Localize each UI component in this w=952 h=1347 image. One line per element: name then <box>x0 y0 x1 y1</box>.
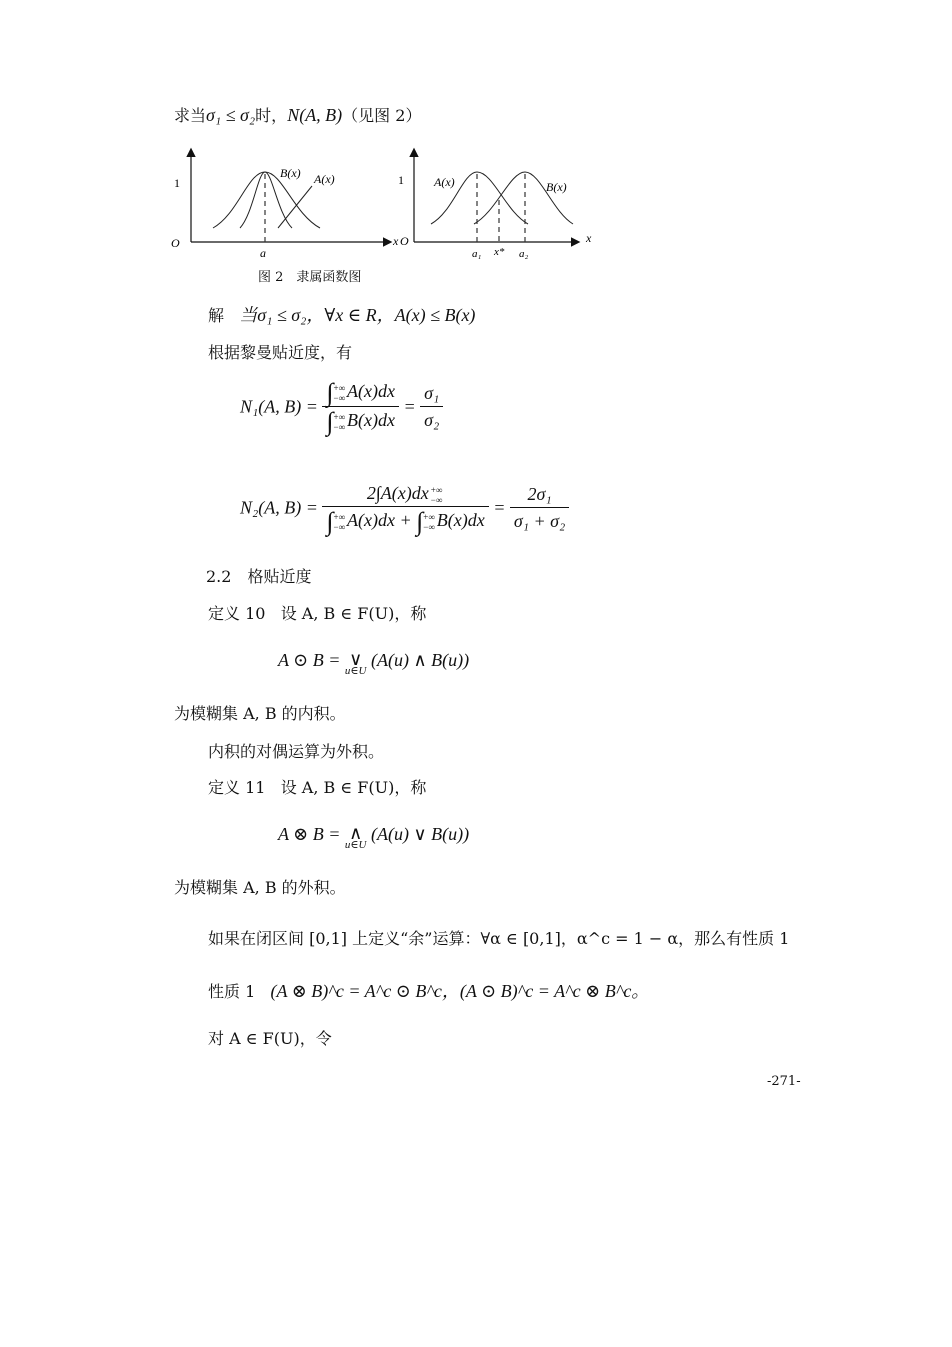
eq2-den-lower-a: −∞ <box>333 521 346 532</box>
eq1-den-integral: ∫ <box>326 407 334 436</box>
intro-line <box>174 104 421 127</box>
eq2-equals: = <box>493 497 506 518</box>
right-x-label: x <box>586 231 592 245</box>
left-curve-a-label: A(x) <box>314 172 335 186</box>
membership-figure <box>168 144 608 264</box>
solution-line <box>208 304 475 327</box>
eq1-num-integral: ∫ <box>326 378 334 407</box>
property1-text: (A ⊗ B)^c = A^c ⊙ B^c，(A ⊙ B)^c = A^c ⊗ B^c。 <box>270 981 650 1001</box>
equation-n2 <box>240 480 569 535</box>
inner-product-definition: 为模糊集 A, B 的内积。 <box>174 704 346 723</box>
page-number: -271- <box>767 1074 801 1089</box>
right-tick-a2: a₂ <box>519 248 529 260</box>
eq2-result <box>510 481 569 534</box>
dual-statement: 内积的对偶运算为外积。 <box>208 742 385 761</box>
eq2-den-lower-b: −∞ <box>423 521 435 532</box>
intro-expression: N(A, B) <box>287 105 343 125</box>
intro-figure-ref: （见图 2） <box>342 106 422 125</box>
eq2-denominator <box>322 507 488 535</box>
inner-eq-rhs: (A(u) ∧ B(u)) <box>371 650 470 670</box>
eq2-den-limits-a <box>334 512 346 532</box>
left-origin-label: O <box>171 236 180 250</box>
figure-caption: 图 2 隶属函数图 <box>258 270 362 285</box>
left-tick-a: a <box>260 246 266 260</box>
inner-eq-under: u∈U <box>344 665 367 677</box>
complement-definition: 如果在闭区间 [0,1] 上定义“余”运算：∀α ∈ [0,1]，α^c = 1 − α，那么有性质 1 <box>208 929 790 948</box>
right-origin-label: O <box>400 234 409 248</box>
left-y-label: 1 <box>174 176 180 190</box>
right-tick-x: x* <box>494 246 505 258</box>
solution-text: 当σ₁ ≤ σ₂，∀x ∈ R，A(x) ≤ B(x) <box>239 305 476 325</box>
property1-label: 性质 1 <box>208 982 256 1001</box>
eq1-numerator <box>322 378 399 407</box>
eq1-den-upper: +∞ <box>333 411 346 422</box>
outer-product-definition: 为模糊集 A, B 的外积。 <box>174 878 346 897</box>
outer-eq-under: u∈U <box>344 839 367 851</box>
eq2-den-b: B(x)dx <box>436 510 485 530</box>
left-label-leader <box>278 186 312 228</box>
let-statement: 对 A ∈ F(U)，令 <box>208 1029 332 1048</box>
eq1-equals: = <box>403 396 416 417</box>
eq1-den-expr: B(x)dx <box>347 410 395 430</box>
eq1-result-den: σ₂ <box>424 410 440 430</box>
eq2-num-limits <box>431 485 443 505</box>
right-y-label: 1 <box>398 173 404 187</box>
eq2-num-lower: −∞ <box>430 494 443 505</box>
eq2-result-num: 2σ₁ <box>510 481 569 508</box>
intro-condition: σ₁ ≤ σ₂ <box>206 105 256 125</box>
right-curve-a-label: A(x) <box>434 175 455 189</box>
outer-eq-operator: ∧ <box>349 823 363 843</box>
eq1-fraction <box>322 378 399 435</box>
eq1-num-upper: +∞ <box>333 382 346 393</box>
eq2-num-expr: 2∫A(x)dx <box>366 483 429 503</box>
eq2-num-upper: +∞ <box>430 484 443 495</box>
equation-n1 <box>240 378 443 435</box>
eq1-den-lower: −∞ <box>333 421 346 432</box>
outer-eq-lhs: A ⊗ B = <box>278 824 341 844</box>
eq1-lhs: N₁(A, B) = <box>240 396 318 417</box>
section-heading: 2.2 格贴近度 <box>206 567 312 586</box>
eq2-den-limits-b <box>423 512 435 532</box>
intro-mid: 时， <box>255 106 288 125</box>
def11-label: 定义 11 <box>208 778 266 797</box>
eq1-den-limits <box>334 412 346 432</box>
eq2-result-den: σ₁ + σ₂ <box>513 511 566 531</box>
riemann-line: 根据黎曼贴近度，有 <box>208 343 353 362</box>
inner-product-equation <box>278 649 469 677</box>
inner-eq-operator: ∨ <box>349 649 363 669</box>
eq1-result <box>420 380 443 433</box>
eq2-numerator <box>322 480 488 507</box>
right-tick-a1: a₁ <box>472 248 482 260</box>
def10-label: 定义 10 <box>208 604 266 623</box>
outer-eq-rhs: (A(u) ∨ B(u)) <box>371 824 470 844</box>
eq2-fraction <box>322 480 488 535</box>
inner-eq-lhs: A ⊙ B = <box>278 650 341 670</box>
outer-product-equation <box>278 823 469 851</box>
eq2-den-integral-b: ∫ <box>416 507 424 536</box>
eq2-plus: + <box>399 510 412 530</box>
eq2-den-upper-b: +∞ <box>423 511 435 522</box>
definition-10 <box>208 603 426 625</box>
eq2-den-upper-a: +∞ <box>333 511 346 522</box>
definition-11 <box>208 777 426 799</box>
eq1-result-num: σ₁ <box>420 380 443 407</box>
eq1-denominator <box>322 407 399 435</box>
left-curve-b <box>213 172 320 228</box>
eq1-num-limits <box>334 383 346 403</box>
eq1-num-expr: A(x)dx <box>347 381 395 401</box>
eq2-lhs: N₂(A, B) = <box>240 497 318 518</box>
def11-text: 设 A, B ∈ F(U)，称 <box>280 778 427 797</box>
eq2-den-a: A(x)dx <box>347 510 395 530</box>
property-1 <box>208 980 649 1003</box>
left-curve-b-label: B(x) <box>280 166 301 180</box>
right-curve-b-label: B(x) <box>546 180 567 194</box>
def10-text: 设 A, B ∈ F(U)，称 <box>280 604 427 623</box>
eq2-den-integral-a: ∫ <box>326 507 334 536</box>
solution-label: 解 <box>208 306 225 325</box>
intro-prefix: 求当 <box>174 106 207 125</box>
eq1-num-lower: −∞ <box>333 392 346 403</box>
left-x-label: x <box>393 234 399 248</box>
